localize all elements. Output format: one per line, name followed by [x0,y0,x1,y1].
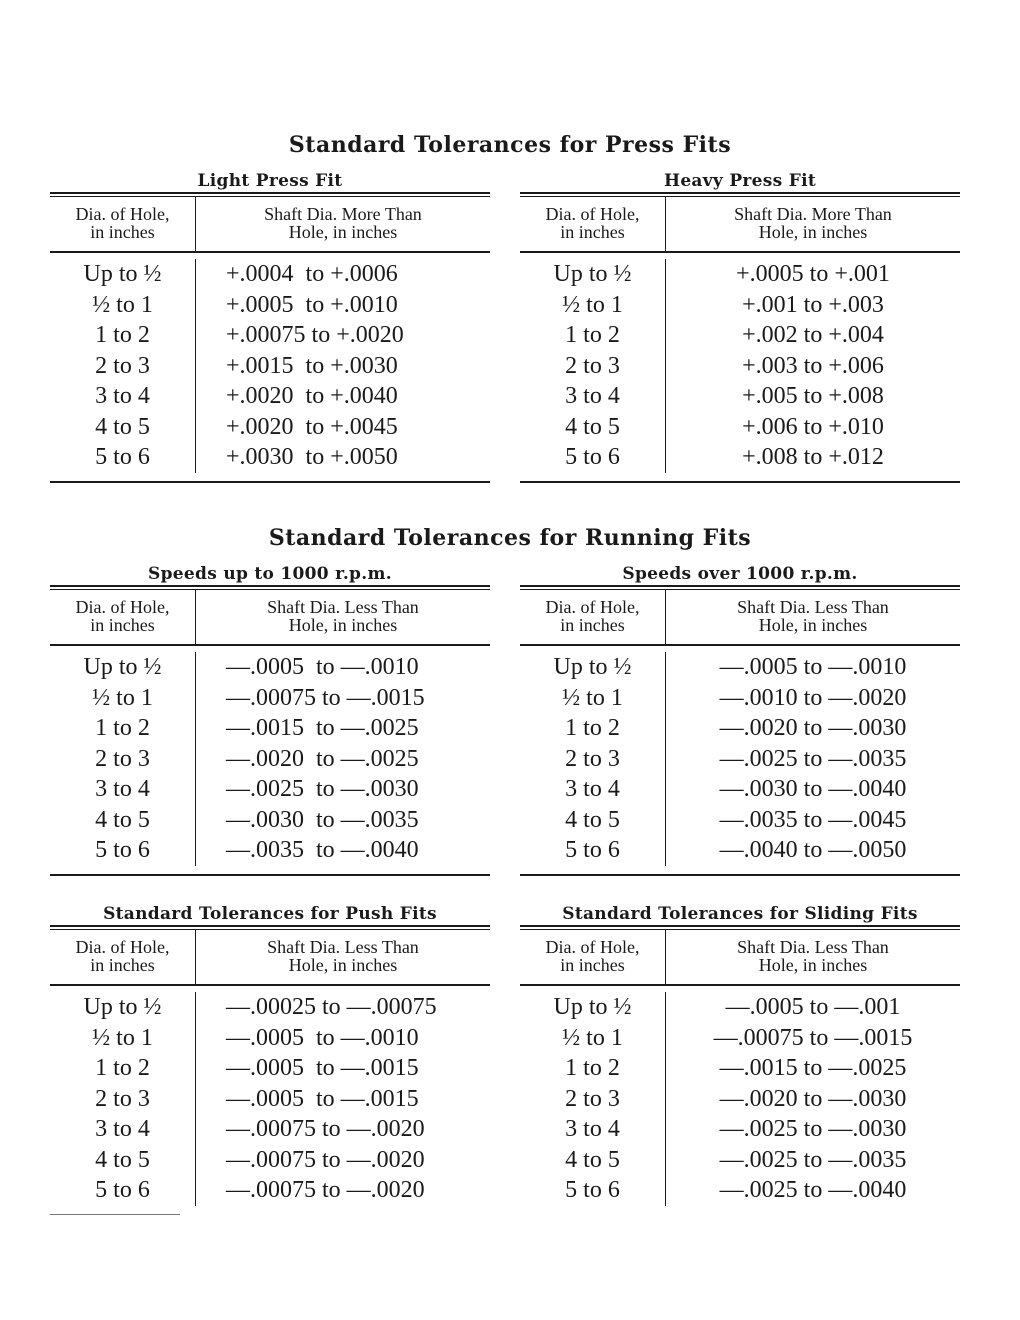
hole-dia-cell: 5 to 6 [565,444,620,470]
hole-dia-cell: 4 to 5 [565,413,620,440]
tolerance-cell: +.0004 to +.0006 [226,261,398,287]
col-header-hole-dia: Dia. of Hole, in inches [75,597,170,635]
tolerance-cell: —.0025 to —.0030 [226,776,419,802]
press-fits-title: Standard Tolerances for Press Fits [288,132,732,158]
hole-dia-cell: 4 to 5 [565,1146,620,1173]
hole-dia-column [50,992,195,1206]
col-header-hole-dia: Dia. of Hole, in inches [75,204,170,242]
tolerance-cell: +.0005 to +.0010 [226,291,398,318]
tolerance-cell: —.00025 to —.00075 [226,994,437,1020]
hole-dia-cell: 2 to 3 [95,352,150,379]
tolerance-cell: +.001 to +.003 [742,291,884,318]
hole-dia-cell: 3 to 4 [95,1116,150,1142]
hole-dia-column [520,652,665,866]
table-body [520,986,960,1214]
table-body [50,646,490,874]
hole-dia-cell: 3 to 4 [565,1116,620,1142]
tolerance-cell: —.0005 to —.0015 [226,1055,419,1081]
hole-dia-cell: 1 to 2 [565,322,620,348]
col-header-shaft-dia: Shaft Dia. Less Than Hole, in inches [195,590,490,644]
tolerance-cell: —.0025 to —.0030 [719,1116,907,1142]
table-subtitle: Speeds over 1000 r.p.m. [622,564,858,584]
tolerance-cell: +.006 to +.010 [742,413,884,440]
hole-dia-cell: ½ to 1 [92,1024,153,1051]
hole-dia-column [50,259,195,473]
push-fits-table [50,903,490,1215]
table-subtitle: Light Press Fit [197,171,343,191]
table-body [520,253,960,481]
bottom-rule [520,481,960,483]
tolerance-column [665,259,960,473]
hole-dia-cell: ½ to 1 [562,291,623,318]
tolerance-cell: —.0005 to —.0010 [226,654,419,680]
tolerance-cell: +.0015 to +.0030 [226,352,398,379]
table-subtitle: Speeds up to 1000 r.p.m. [148,564,392,584]
hole-dia-cell: ½ to 1 [562,1024,623,1051]
tolerance-cell: —.0020 to —.0030 [719,1085,907,1112]
tolerance-cell: —.0035 to —.0045 [719,806,907,833]
hole-dia-column [520,259,665,473]
hole-dia-cell: 1 to 2 [95,1055,150,1081]
tolerance-cell: —.0015 to —.0025 [719,1055,907,1081]
hole-dia-cell: 1 to 2 [565,715,620,741]
bottom-rule [50,1214,180,1215]
tolerance-cell: —.0020 to —.0025 [226,745,419,772]
bottom-rule [50,481,490,483]
col-header-shaft-dia: Shaft Dia. Less Than Hole, in inches [665,930,960,984]
table-subtitle: Standard Tolerances for Push Fits [103,904,437,924]
hole-dia-cell: 4 to 5 [95,413,150,440]
tolerance-column [195,992,490,1206]
hole-dia-cell: Up to ½ [553,654,632,680]
table-subtitle: Heavy Press Fit [663,171,817,191]
tolerance-cell: —.0025 to —.0035 [719,745,907,772]
tolerance-cell: —.00075 to —.0020 [226,1177,425,1203]
col-header-hole-dia: Dia. of Hole, in inches [545,597,640,635]
running-fits-title: Standard Tolerances for Running Fits [268,525,752,551]
table-body [50,253,490,481]
tolerance-cell: +.0020 to +.0040 [226,383,398,409]
tolerance-cell: —.0030 to —.0035 [226,806,419,833]
heavy-press-fit-table [520,170,960,483]
hole-dia-cell: Up to ½ [553,994,632,1020]
tolerance-cell: —.00075 to —.0015 [713,1024,913,1051]
hole-dia-cell: Up to ½ [553,261,632,287]
hole-dia-cell: 3 to 4 [565,776,620,802]
hole-dia-cell: 3 to 4 [565,383,620,409]
tolerance-cell: +.003 to +.006 [742,352,884,379]
sliding-fits-table [520,903,960,1214]
hole-dia-cell: 2 to 3 [95,1085,150,1112]
tolerance-cell: —.0005 to —.0010 [719,654,907,680]
running-fast-table [520,563,960,876]
hole-dia-cell: 5 to 6 [95,444,150,470]
tolerance-cell: +.0005 to +.001 [736,261,890,287]
hole-dia-cell: ½ to 1 [562,684,623,711]
light-press-fit-table [50,170,490,483]
table-body [50,986,490,1214]
tolerance-cell: —.0035 to —.0040 [226,837,419,863]
col-header-shaft-dia: Shaft Dia. Less Than Hole, in inches [195,930,490,984]
hole-dia-cell: 1 to 2 [565,1055,620,1081]
table-subtitle: Standard Tolerances for Sliding Fits [562,904,918,924]
tolerance-cell: —.0030 to —.0040 [719,776,907,802]
tolerance-cell: +.008 to +.012 [742,444,884,470]
tolerance-column [195,652,490,866]
hole-dia-column [520,992,665,1206]
bottom-rule [520,874,960,876]
tolerance-cell: —.0005 to —.001 [725,994,901,1020]
hole-dia-cell: 1 to 2 [95,715,150,741]
tolerance-column [665,992,960,1206]
tolerance-column [665,652,960,866]
col-header-hole-dia: Dia. of Hole, in inches [545,204,640,242]
hole-dia-cell: 5 to 6 [565,837,620,863]
col-header-hole-dia: Dia. of Hole, in inches [545,937,640,975]
hole-dia-cell: 2 to 3 [565,352,620,379]
hole-dia-cell: 4 to 5 [95,1146,150,1173]
running-slow-table [50,563,490,876]
hole-dia-column [50,652,195,866]
hole-dia-cell: 3 to 4 [95,383,150,409]
bottom-rule [50,874,490,876]
tolerance-cell: +.00075 to +.0020 [226,322,404,348]
tolerance-cell: +.0020 to +.0045 [226,413,398,440]
tolerance-cell: —.00075 to —.0020 [226,1116,425,1142]
tolerance-cell: —.0025 to —.0040 [719,1177,907,1203]
hole-dia-cell: 3 to 4 [95,776,150,802]
tolerance-cell: —.0025 to —.0035 [719,1146,907,1173]
hole-dia-cell: 4 to 5 [565,806,620,833]
tolerance-cell: +.0030 to +.0050 [226,444,398,470]
col-header-shaft-dia: Shaft Dia. More Than Hole, in inches [665,197,960,251]
col-header-hole-dia: Dia. of Hole, in inches [75,937,170,975]
hole-dia-cell: ½ to 1 [92,684,153,711]
hole-dia-cell: 4 to 5 [95,806,150,833]
tolerance-cell: +.002 to +.004 [742,322,884,348]
tolerance-cell: —.00075 to —.0015 [226,684,425,711]
tolerance-cell: —.0005 to —.0010 [226,1024,419,1051]
hole-dia-cell: ½ to 1 [92,291,153,318]
hole-dia-cell: 5 to 6 [95,1177,150,1203]
hole-dia-cell: 2 to 3 [565,745,620,772]
hole-dia-cell: Up to ½ [83,994,162,1020]
tolerance-cell: —.00075 to —.0020 [226,1146,425,1173]
tolerance-cell: —.0015 to —.0025 [226,715,419,741]
col-header-shaft-dia: Shaft Dia. Less Than Hole, in inches [665,590,960,644]
hole-dia-cell: 2 to 3 [95,745,150,772]
tolerance-cell: —.0005 to —.0015 [226,1085,419,1112]
hole-dia-cell: 2 to 3 [565,1085,620,1112]
hole-dia-cell: 1 to 2 [95,322,150,348]
hole-dia-cell: 5 to 6 [565,1177,620,1203]
hole-dia-cell: 5 to 6 [95,837,150,863]
table-body [520,646,960,874]
tolerance-cell: —.0040 to —.0050 [719,837,907,863]
tolerance-cell: +.005 to +.008 [742,383,884,409]
tolerance-cell: —.0020 to —.0030 [719,715,907,741]
tolerance-column [195,259,490,473]
col-header-shaft-dia: Shaft Dia. More Than Hole, in inches [195,197,490,251]
hole-dia-cell: Up to ½ [83,654,162,680]
hole-dia-cell: Up to ½ [83,261,162,287]
tolerance-cell: —.0010 to —.0020 [719,684,907,711]
